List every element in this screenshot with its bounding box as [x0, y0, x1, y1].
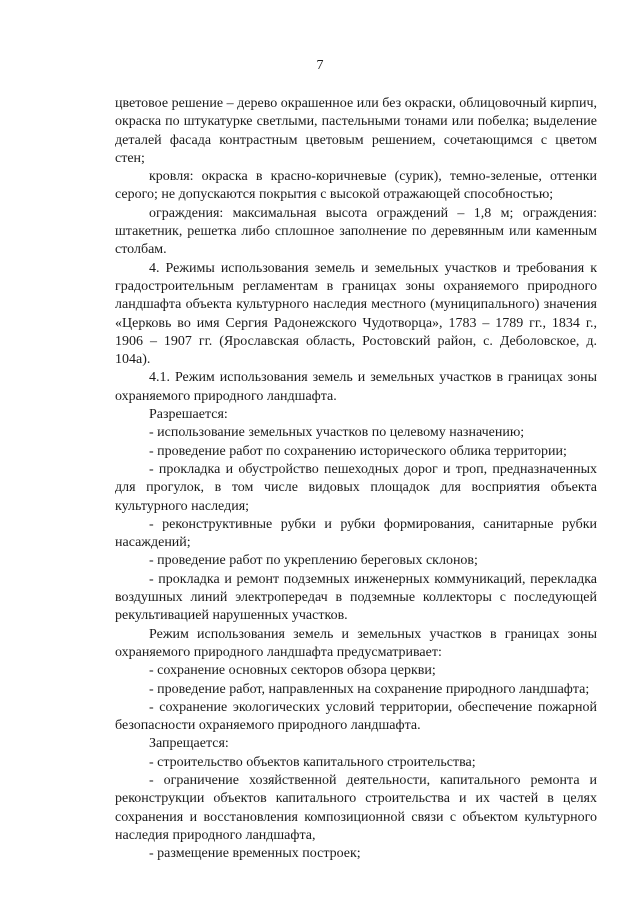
regime-provides-heading: Режим использования земель и земельных участков в границах зоны охраняемого природного ландшафта предусматривает: — [115, 626, 597, 660]
prohibited-item-restrictions: - ограничение хозяйственной деятельности, капитального ремонта и реконструкции объектов капитального строительства и их частей в целях сохранения и восстановления композиционной связи с объектом культурного наследия природного ландшафта, — [115, 772, 597, 843]
prohibited-heading: Запрещается: — [149, 736, 229, 752]
provides-item-landscape: - проведение работ, направленных на сохранение природного ландшафта; — [149, 681, 590, 697]
allowed-item-historic-appearance: - проведение работ по сохранению исторического облика территории; — [149, 443, 567, 459]
provides-item-ecology: - сохранение экологических условий территории, обеспечение пожарной безопасности охраняемого природного ландшафта. — [115, 699, 597, 734]
paragraph-color-solution: цветовое решение – дерево окрашенное или без окраски, облицовочный кирпич, окраска по штукатурке светлыми, пастельными тонами или побелка; выделение деталей фасада контрастным цветовым решением, сочетающимся с цветом стен; — [115, 96, 597, 166]
allowed-item-utilities: - прокладка и ремонт подземных инженерных коммуникаций, перекладка воздушных линий электропередач в подземные коллекторы с последующей рекультивацией нарушенных участков. — [115, 571, 597, 624]
section-heading-4: 4. Режимы использования земель и земельных участков и требования к градостроительным регламентам в границах зоны охраняемого природного ландшафта объекта культурного наследия местного (муниципального) значения «Церковь во имя Сергия Радонежского Чудотворца», 1783 – 1789 гг., 1834 г., 1906 – 1907 гг. (Ярославская область, Ростовский район, с. Деболовское, д. 104а). — [115, 260, 597, 368]
allowed-item-slopes: - проведение работ по укреплению береговых склонов; — [149, 553, 478, 569]
paragraph-fences: ограждения: максимальная высота ограждений – 1,8 м; ограждения: штакетник, решетка либо сплошное заполнение по деревянным или каменным столбам. — [115, 205, 597, 258]
allowed-item-cuttings: - реконструктивные рубки и рубки формирования, санитарные рубки насаждений; — [115, 516, 597, 551]
allowed-item-land-use: - использование земельных участков по целевому назначению; — [149, 425, 525, 441]
prohibited-item-construction: - строительство объектов капитального строительства; — [149, 754, 476, 770]
document-body — [115, 95, 597, 863]
page-number: 7 — [316, 58, 324, 73]
provides-item-view-sectors: - сохранение основных секторов обзора церкви; — [149, 663, 436, 679]
section-heading-4-1: 4.1. Режим использования земель и земельных участков в границах зоны охраняемого природного ландшафта. — [115, 370, 597, 404]
allowed-item-paths: - прокладка и обустройство пешеходных дорог и троп, предназначенных для прогулок, в том числе видовых площадок для восприятия объекта культурного наследия; — [115, 461, 597, 514]
allowed-heading: Разрешается: — [149, 407, 228, 423]
paragraph-roof: кровля: окраска в красно-коричневые (сурик), темно-зеленые, оттенки серого; не допускаются покрытия с высокой отражающей способностью; — [115, 169, 597, 203]
prohibited-item-temporary-buildings: - размещение временных построек; — [149, 846, 361, 862]
